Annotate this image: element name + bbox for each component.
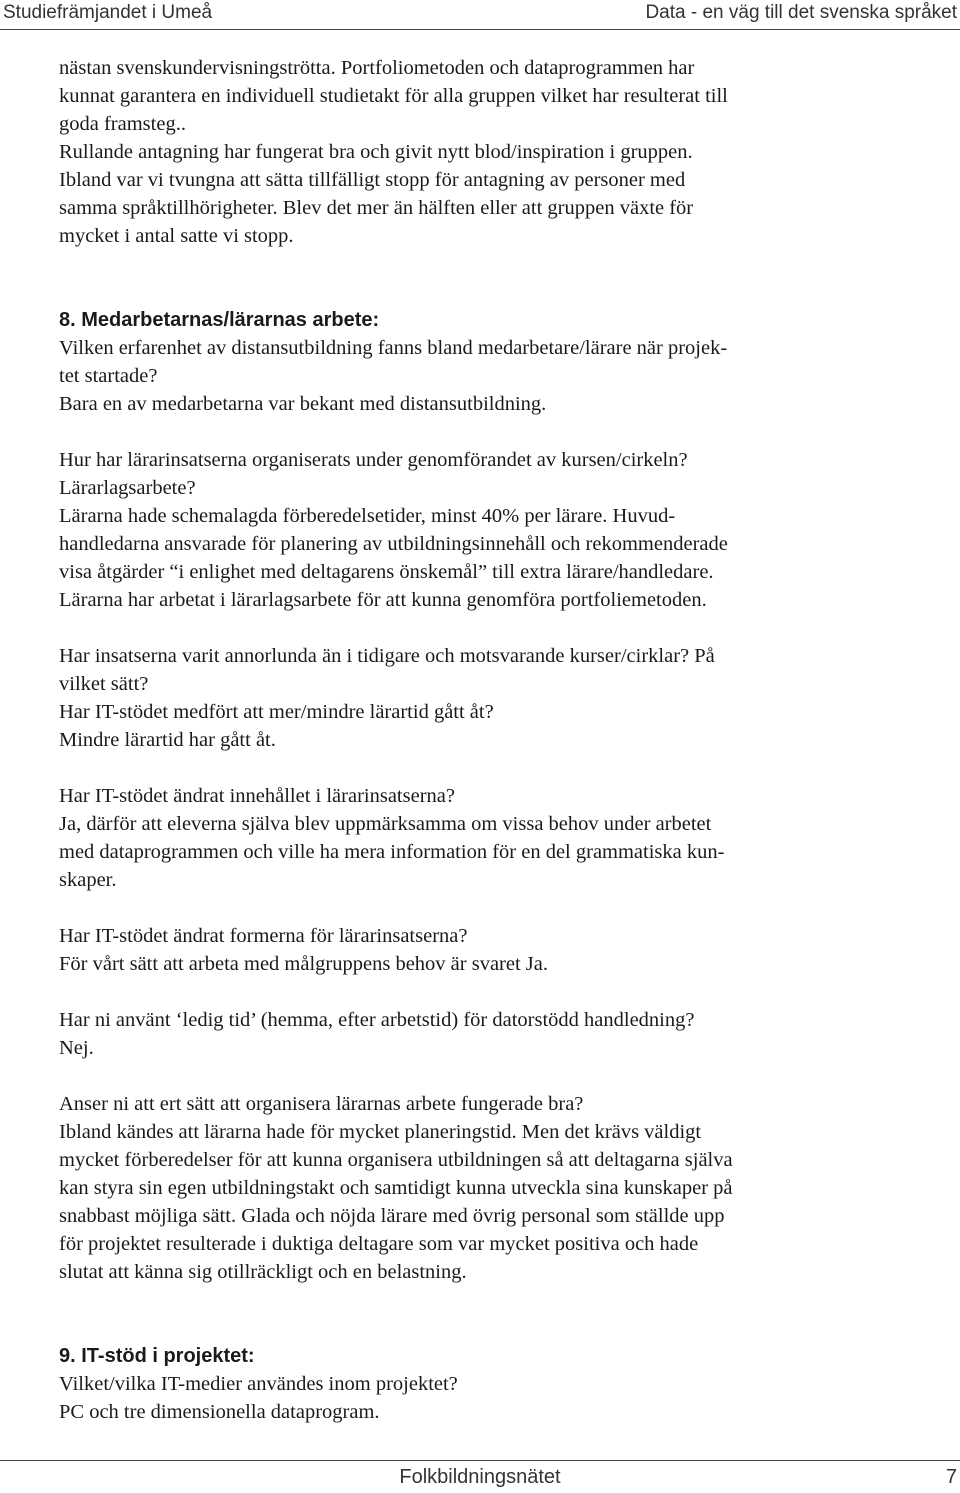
- text-line: mycket förberedelser för att kunna organisera utbildningen så att deltagarna själva: [59, 1149, 733, 1171]
- text-line: Har insatserna varit annorlunda än i tidigare och motsvarande kurser/cirklar? På: [59, 645, 715, 667]
- section-8-free-time: [59, 1006, 909, 1062]
- paragraph-intro: [59, 54, 909, 250]
- page-content: [59, 54, 909, 1426]
- text-line: mycket i antal satte vi stopp.: [59, 225, 294, 247]
- text-line: För vårt sätt att arbeta med målgruppens behov är svaret Ja.: [59, 953, 548, 975]
- text-line: för projektet resulterade i duktiga deltagare som var mycket positiva och hade: [59, 1233, 699, 1255]
- header-document-title: Data - en väg till det svenska språket: [645, 2, 957, 23]
- text-line: Mindre lärartid har gått åt.: [59, 729, 276, 751]
- text-line: vilket sätt?: [59, 673, 149, 695]
- section-9-title: 9. IT-stöd i projektet:: [59, 1345, 255, 1367]
- text-line: goda framsteg..: [59, 113, 186, 135]
- page-header: [0, 0, 960, 34]
- text-line: Vilket/vilka IT-medier användes inom projektet?: [59, 1373, 458, 1395]
- page-number: 7: [945, 1466, 957, 1488]
- text-line: visa åtgärder “i enlighet med deltagarens önskemål” till extra lärare/handledare.: [59, 561, 714, 583]
- text-line: samma språktillhörigheter. Blev det mer än hälften eller att gruppen växte för: [59, 197, 694, 219]
- text-line: Vilken erfarenhet av distansutbildning fanns bland medarbetare/lärare när projek-: [59, 337, 728, 359]
- section-8-evaluation: [59, 1090, 909, 1286]
- text-line: Lärarna har arbetat i lärarlagsarbete för att kunna genomföra portfoliemetoden.: [59, 589, 707, 611]
- text-line: Bara en av medarbetarna var bekant med distansutbildning.: [59, 393, 547, 415]
- section-8-title: 8. Medarbetarnas/lärarnas arbete:: [59, 309, 380, 331]
- section-8-content-change: [59, 782, 909, 894]
- text-line: Ibland kändes att lärarna hade för mycket planeringstid. Men det krävs väldigt: [59, 1121, 702, 1143]
- header-organization: Studiefrämjandet i Umeå: [3, 2, 213, 23]
- text-line: Lärarlagsarbete?: [59, 477, 196, 499]
- text-line: Ibland var vi tvungna att sätta tillfälligt stopp för antagning av personer med: [59, 169, 686, 191]
- section-9-lines: [59, 1370, 909, 1426]
- text-line: kan styra sin egen utbildningstakt och samtidigt kunna utveckla sina kunskaper på: [59, 1177, 733, 1199]
- page-footer: [0, 1460, 960, 1493]
- header-divider: [0, 29, 960, 30]
- footer-divider: [0, 1460, 960, 1461]
- text-line: nästan svenskundervisningströtta. Portfoliometoden och dataprogrammen har: [59, 57, 695, 79]
- text-line: handledarna ansvarade för planering av utbildningsinnehåll och rekommenderade: [59, 533, 728, 555]
- text-line: Har IT-stödet medfört att mer/mindre lärartid gått åt?: [59, 701, 494, 723]
- text-line: Hur har lärarinsatserna organiserats under genomförandet av kursen/cirkeln?: [59, 449, 688, 471]
- text-line: Har ni använt ‘ledig tid’ (hemma, efter arbetstid) för datorstödd handledning?: [59, 1009, 695, 1031]
- footer-publisher: Folkbildningsnätet: [399, 1466, 561, 1488]
- text-line: Har IT-stödet ändrat innehållet i lärarinsatserna?: [59, 785, 455, 807]
- text-line: Har IT-stödet ändrat formerna för lärarinsatserna?: [59, 925, 468, 947]
- text-line: kunnat garantera en individuell studietakt för alla gruppen vilket har resulterat till: [59, 85, 728, 107]
- text-line: tet startade?: [59, 365, 158, 387]
- text-line: skaper.: [59, 869, 117, 891]
- text-line: snabbast möjliga sätt. Glada och nöjda lärare med övrig personal som ställde upp: [59, 1205, 725, 1227]
- section-8-differences: [59, 642, 909, 754]
- text-line: Rullande antagning har fungerat bra och givit nytt blod/inspiration i gruppen.: [59, 141, 693, 163]
- section-8-form-change: [59, 922, 909, 978]
- text-line: med dataprogrammen och ville ha mera information för en del grammatiska kun-: [59, 841, 725, 863]
- section-8-organisation: [59, 446, 909, 614]
- text-line: PC och tre dimensionella dataprogram.: [59, 1401, 380, 1423]
- text-line: Anser ni att ert sätt att organisera lärarnas arbete fungerade bra?: [59, 1093, 584, 1115]
- text-line: Nej.: [59, 1037, 94, 1059]
- section-8-intro: [59, 334, 909, 418]
- text-line: Ja, därför att eleverna själva blev uppmärksamma om vissa behov under arbetet: [59, 813, 712, 835]
- text-line: Lärarna hade schemalagda förberedelsetider, minst 40% per lärare. Huvud-: [59, 505, 676, 527]
- text-line: slutat att känna sig otillräckligt och en belastning.: [59, 1261, 467, 1283]
